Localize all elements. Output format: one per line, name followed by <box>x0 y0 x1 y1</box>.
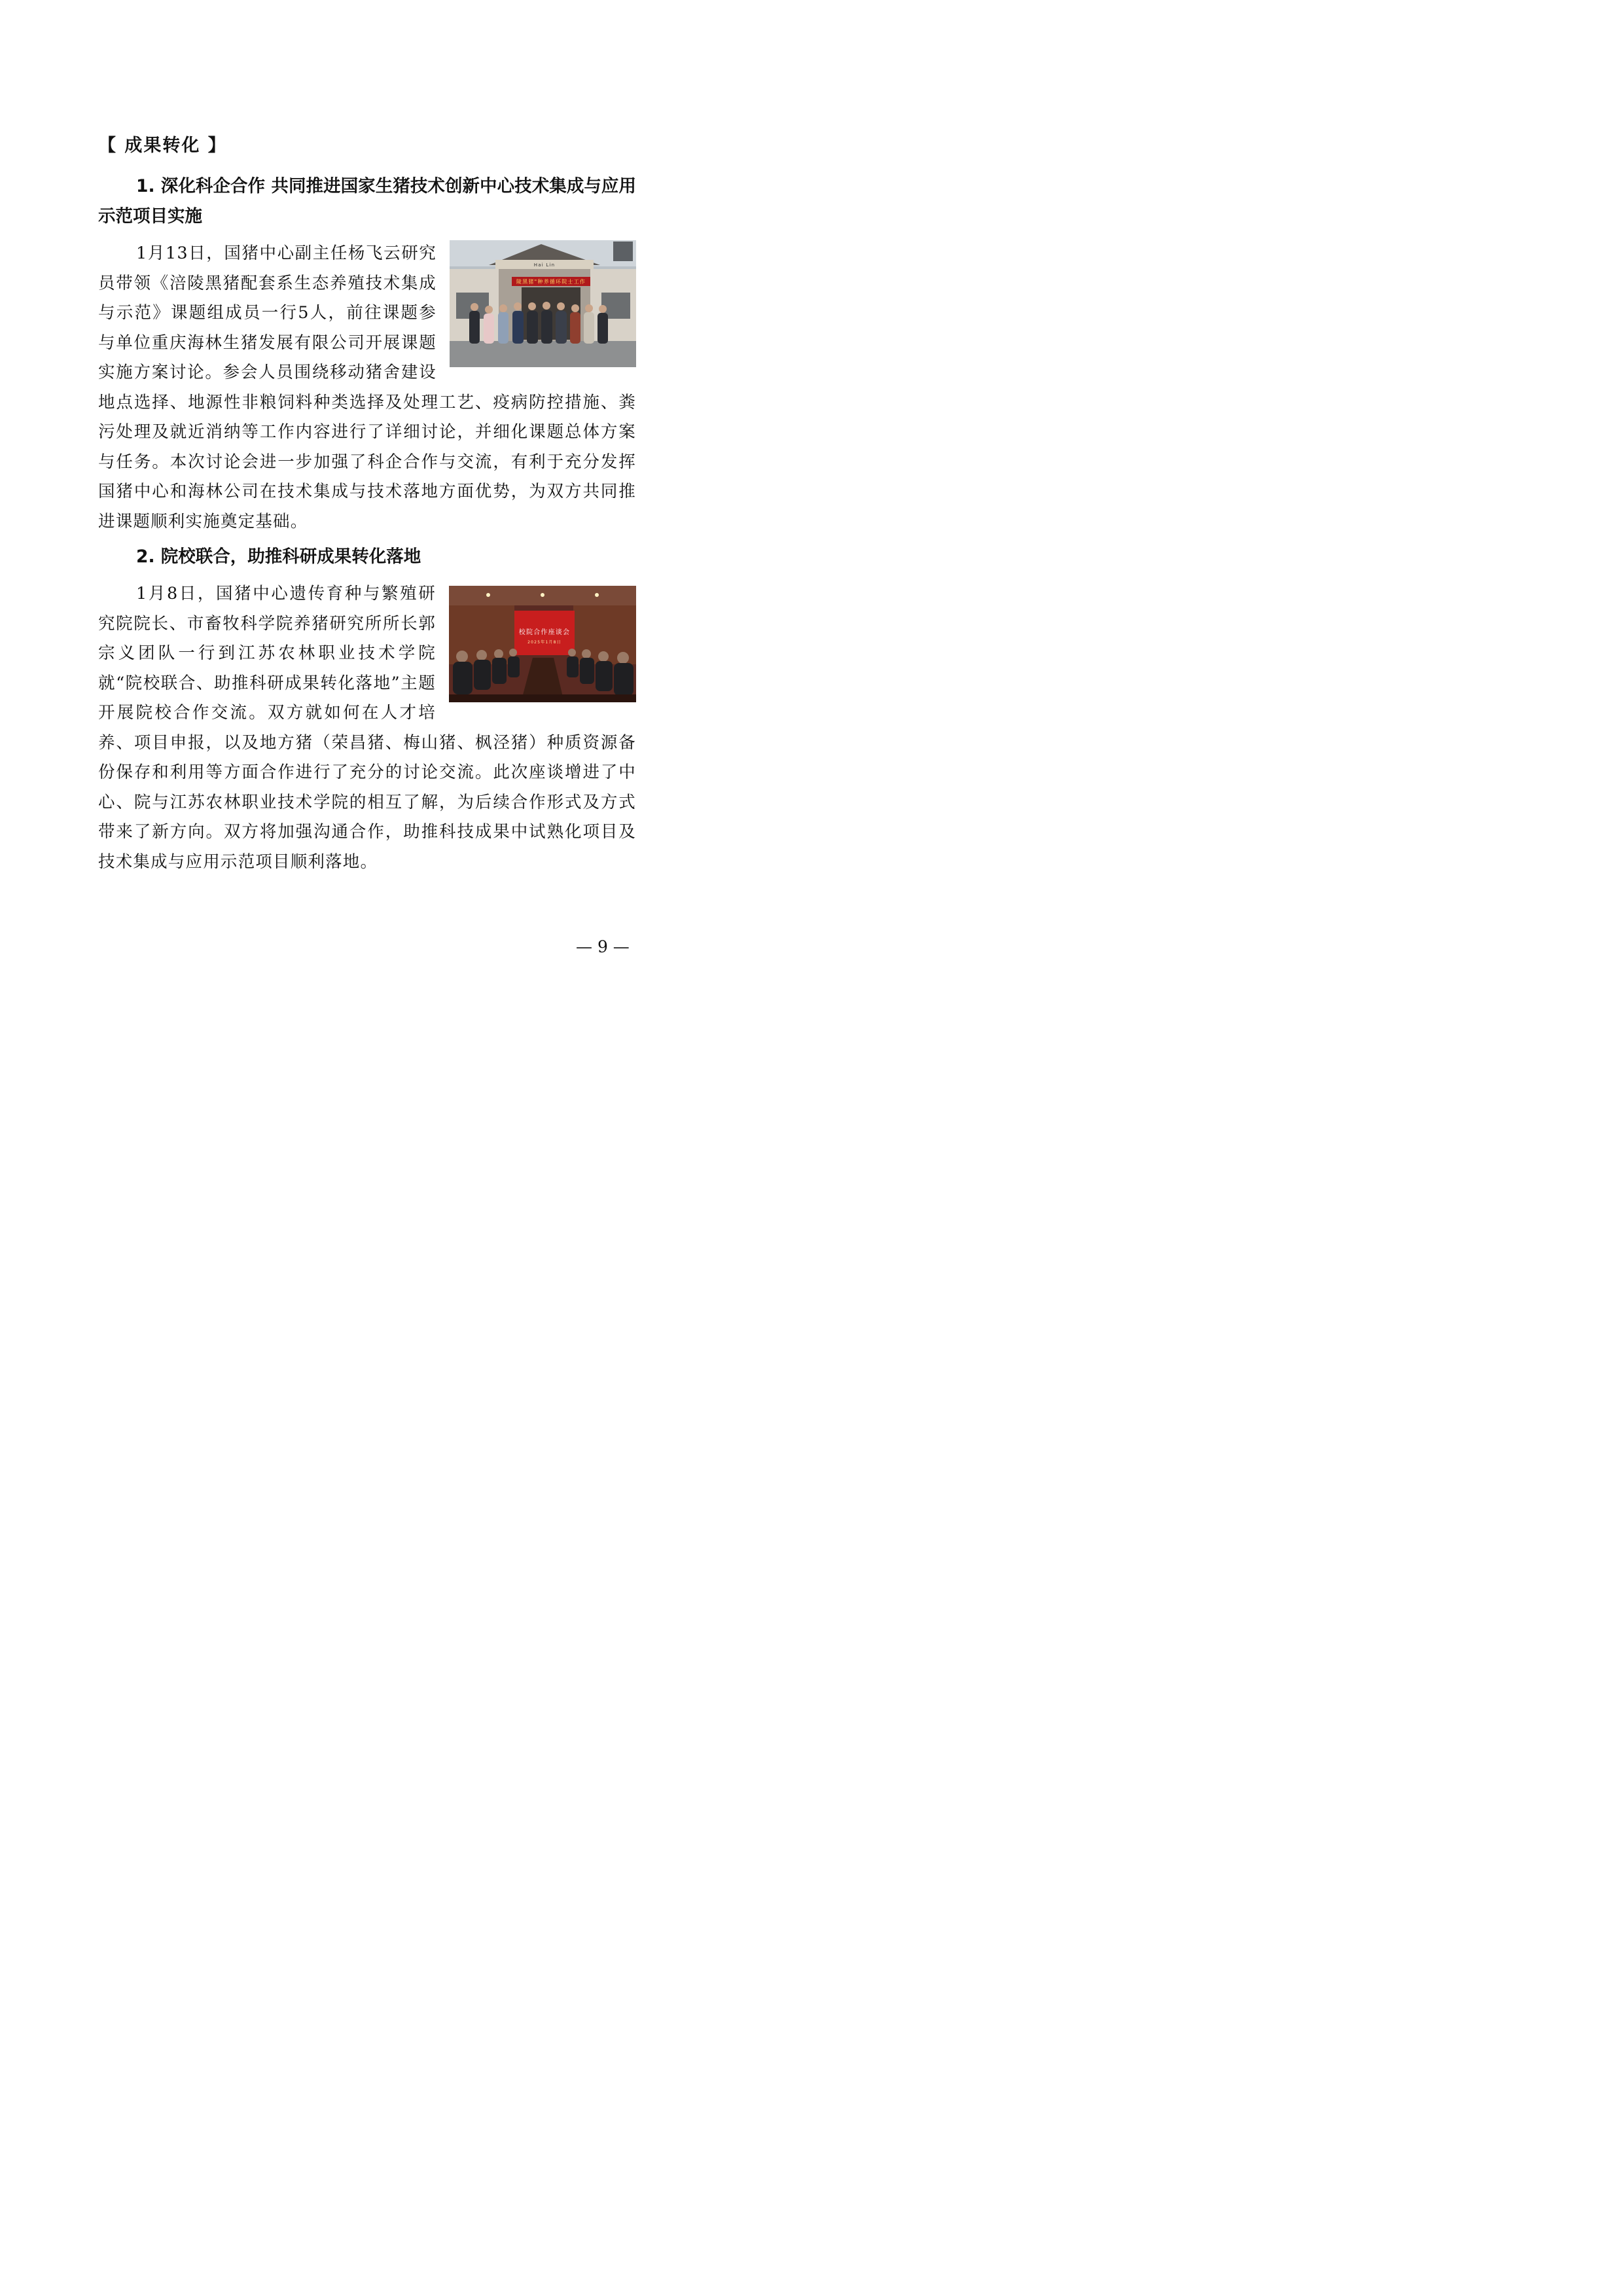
farm-visit-photo <box>450 240 636 367</box>
page-number: — 9 — <box>576 937 630 956</box>
document-page <box>0 0 732 1035</box>
item-2-body: 1月8日，国猪中心遗传育种与繁殖研究院院长、市畜牧科学院养猪研究所所长郭宗义团队一行到江苏农林职业技术学院就“院校联合、助推科研成果转化落地”主题开展院校合作交流。双方就如何在人才培养、项目申报，以及地方猪（荣昌猪、梅山猪、枫泾猪）种质资源备份保存和利用等方面合作进行了充分的讨论交流。此次座谈增进了中心、院与江苏农林职业技术学院的相互了解，为后续合作形式及方式带来了新方向。双方将加强沟通合作，助推科技成果中试熟化项目及技术集成与应用示范项目顺利落地。 <box>98 584 636 872</box>
screen-date: 2025年1月8日 <box>527 640 562 645</box>
meeting-photo <box>449 586 636 702</box>
banner-text: 陵黑猪"种养循环院士工作 <box>516 279 586 285</box>
item-2-heading: 2. 院校联合，助推科研成果转化落地 <box>136 547 421 567</box>
screen-title: 校院合作座谈会 <box>518 629 571 636</box>
building-sign-text: Hai Lin <box>533 262 556 268</box>
item-1-body: 1月13日，国猪中心副主任杨飞云研究员带领《涪陵黑猪配套系生态养殖技术集成与示范》课题组成员一行5人，前往课题参与单位重庆海林生猪发展有限公司开展课题实施方案讨论。参会人员围绕移动猪舍建设地点选择、地源性非粮饲料种类选择及处理工艺、疫病防控措施、粪污处理及就近消纳等工作内容进行了详细讨论，并细化课题总体方案与任务。本次讨论会进一步加强了科企合作与交流，有利于充分发挥国猪中心和海林公司在技术集成与技术落地方面优势，为双方共同推进课题顺利实施奠定基础。 <box>98 243 636 531</box>
item-2-paragraph <box>98 579 636 877</box>
farm-visit-photo-image <box>450 240 636 367</box>
section-title: 【 成果转化 】 <box>98 135 227 156</box>
meeting-photo-image <box>449 586 636 702</box>
item-1-paragraph <box>98 239 636 537</box>
item-1-heading: 1. 深化科企合作 共同推进国家生猪技术创新中心技术集成与应用示范项目实施 <box>98 176 636 226</box>
